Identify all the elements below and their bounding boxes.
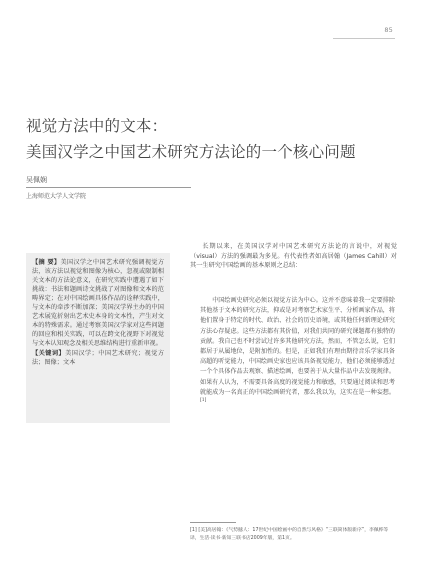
keywords-tag: 【关键词】 — [32, 350, 66, 357]
article-title-sub: 美国汉学之中国艺术研究方法论的一个核心问题 — [26, 142, 356, 161]
body-paragraph: 长期以来，在美国汉学对中国艺术研究方法论的言说中，对视觉（visual）方法的强调最为多见。有代表性者如高居翰（James Cahill）对其一生研究中国绘画的基本原则之总结： — [190, 243, 397, 269]
footnote-rule — [190, 522, 236, 523]
author-rule — [26, 187, 191, 188]
footnote-reference: [1] — [200, 398, 207, 403]
abstract-tag: 【摘 要】 — [32, 259, 61, 266]
author-affiliation: 上海师范大学人文学院 — [26, 193, 87, 200]
abstract-text: 美国汉学之中国艺术研究强调视觉方法，该方法以视觉和图像为核心，忽视或限制相关文本的方法论意义，在研究实践中遭遇了如下挑战：书法和题画诗文挑战了对图像和文本的范畴界定；在对中国绘画具体作品的诠释实践中，与文本的牵涉不断加深；美国汉学界主办的中国艺术展览折射出艺术史本身的文本性，产生对文本的特殊需求。通过考察美国汉学家对这些问题的回应和相关实践，可以在跨文化视野下对视觉与文本认知观念及相关思维结构进行重新审视。 — [32, 259, 165, 347]
abstract-paragraph — [32, 258, 164, 348]
abstract-box — [26, 253, 170, 423]
keywords-paragraph — [32, 349, 164, 367]
body-text — [190, 242, 397, 271]
article-title-main: 视觉方法中的文本： — [26, 117, 168, 136]
keywords-text: 美国汉学；中国艺术研究；视觉方法；图像；文本 — [32, 350, 164, 366]
page-number: 85 — [384, 26, 393, 34]
quote-paragraph — [200, 296, 395, 408]
header-rule — [333, 38, 395, 39]
footnote: [1] [美]高居翰：《气势撼人：17世纪中国绘画中的自然与风格》“三联简体版新序”，李佩桦等译，生活·读书·新知三联书店2009年版，第1页。 — [190, 528, 389, 541]
quote-text: 中国绘画史研究必须以视觉方法为中心。这并不意味着我一定要排除其他基于文本的研究方法，抑或是对考察艺术家生平、分析画家作品，将他们置身于特定的时代、政治、社会的历史语境，或其他任何新理论研究方法心存疑虑。这些方法都有其价值，对我们共同的研究课题都有独特的贡献。我自己也不时尝试过许多其他研究方法，然而，不管怎么说，它们都居于从属地位，是附加性的。但是，正如我们有理由期待音乐学家具备高超的听觉能力，中国绘画史家也应该具备视觉能力，他们必须能够透过一个个具体作品去观察、描述绘画，也要善于从大量作品中去发现规律。如果有人认为，不需要具备高度的视觉能力和敏感，只要通过阅读和思考就能成为一名真正的中国绘画研究者，那么我以为，这实在是一种妄想。 — [200, 297, 395, 396]
block-quote — [200, 296, 395, 408]
author-name: 吴佩娴 — [26, 176, 47, 184]
